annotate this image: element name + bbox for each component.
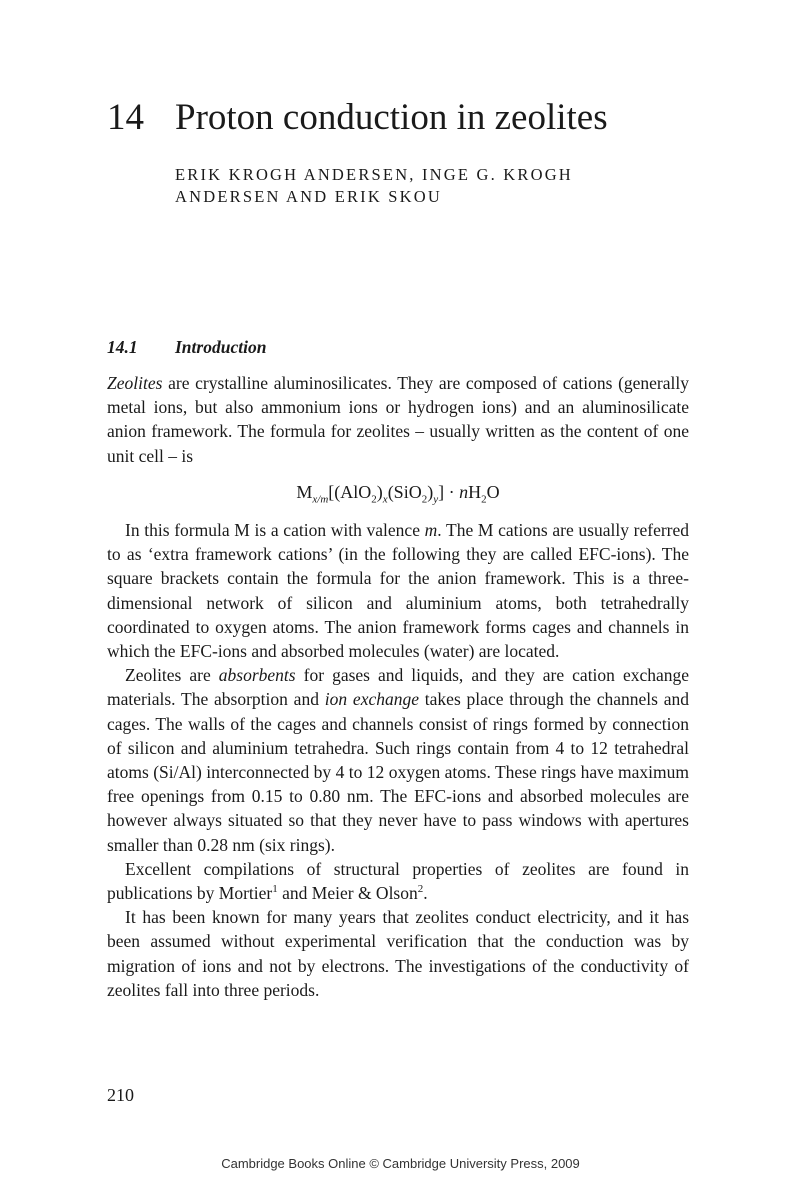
section-heading	[107, 337, 266, 358]
author-list	[175, 164, 573, 208]
zeolite-formula: $M_{x/m}[(AlO_2)_x(SiO_2)_y] \cdot nH_2O$	[296, 481, 500, 506]
term-zeolites: Zeolites	[107, 373, 163, 393]
body-text	[107, 371, 689, 1002]
chapter-heading	[107, 96, 608, 140]
reference-1[interactable]: 1	[272, 883, 278, 896]
author-line-2: ANDERSEN AND ERIK SKOU	[175, 187, 443, 206]
paragraph-1: Zeolites are crystalline aluminosilicates. They are composed of cations (generally metal ions, but also ammonium ions or hydrogen ions) and an aluminosilicate anion framework. The formula for zeolites – usually written as the content of one unit cell – is	[107, 373, 689, 466]
copyright-footer: Cambridge Books Online © Cambridge University Press, 2009	[221, 1156, 580, 1171]
paragraph-5: It has been known for many years that zeolites conduct electricity, and it has been assumed without experimental verification that the conduction was by migration of ions and not by electrons. The investigations of the conductivity of zeolites fall into three periods.	[107, 907, 689, 1000]
paragraph-2: In this formula M is a cation with valence m. The M cations are usually referred to as ‘extra framework cations’ (in the following they are called EFC-ions). The square brackets contain the formula for the anion framework. This is a three-dimensional network of silicon and aluminium atoms, both tetrahedrally coordinated to oxygen atoms. The anion framework forms cages and channels in which the EFC-ions and absorbed molecules (water) are located.	[107, 520, 690, 662]
paragraph-4: Excellent compilations of structural properties of zeolites are found in publications by Mortier$^1$ and Meier & Olson$^2$.	[107, 858, 689, 904]
author-line-1: ERIK KROGH ANDERSEN, INGE G. KROGH	[175, 165, 573, 184]
section-number: 14.1	[107, 337, 138, 357]
reference-2[interactable]: 2	[417, 883, 424, 896]
chapter-number: 14	[107, 97, 144, 138]
section-title: Introduction	[175, 337, 267, 357]
paragraph-3: Zeolites are absorbents for gases and liquids, and they are cation exchange materials. The absorption and ion exchange takes place through the channels and cages. The walls of the cages and channels consist of rings formed by connection of silicon and aluminium tetrahedra. Such rings contain from 4 to 12 tetrahedral atoms (Si/Al) interconnected by 4 to 12 oxygen atoms. These rings have maximum free openings from 0.15 to 0.80 nm. The EFC-ions and absorbed molecules are however always situated so that they never have to pass windows with apertures smaller than 0.28 nm (six rings).	[107, 665, 690, 855]
chapter-title: Proton conduction in zeolites	[175, 97, 608, 138]
page-number: 210	[107, 1085, 134, 1105]
